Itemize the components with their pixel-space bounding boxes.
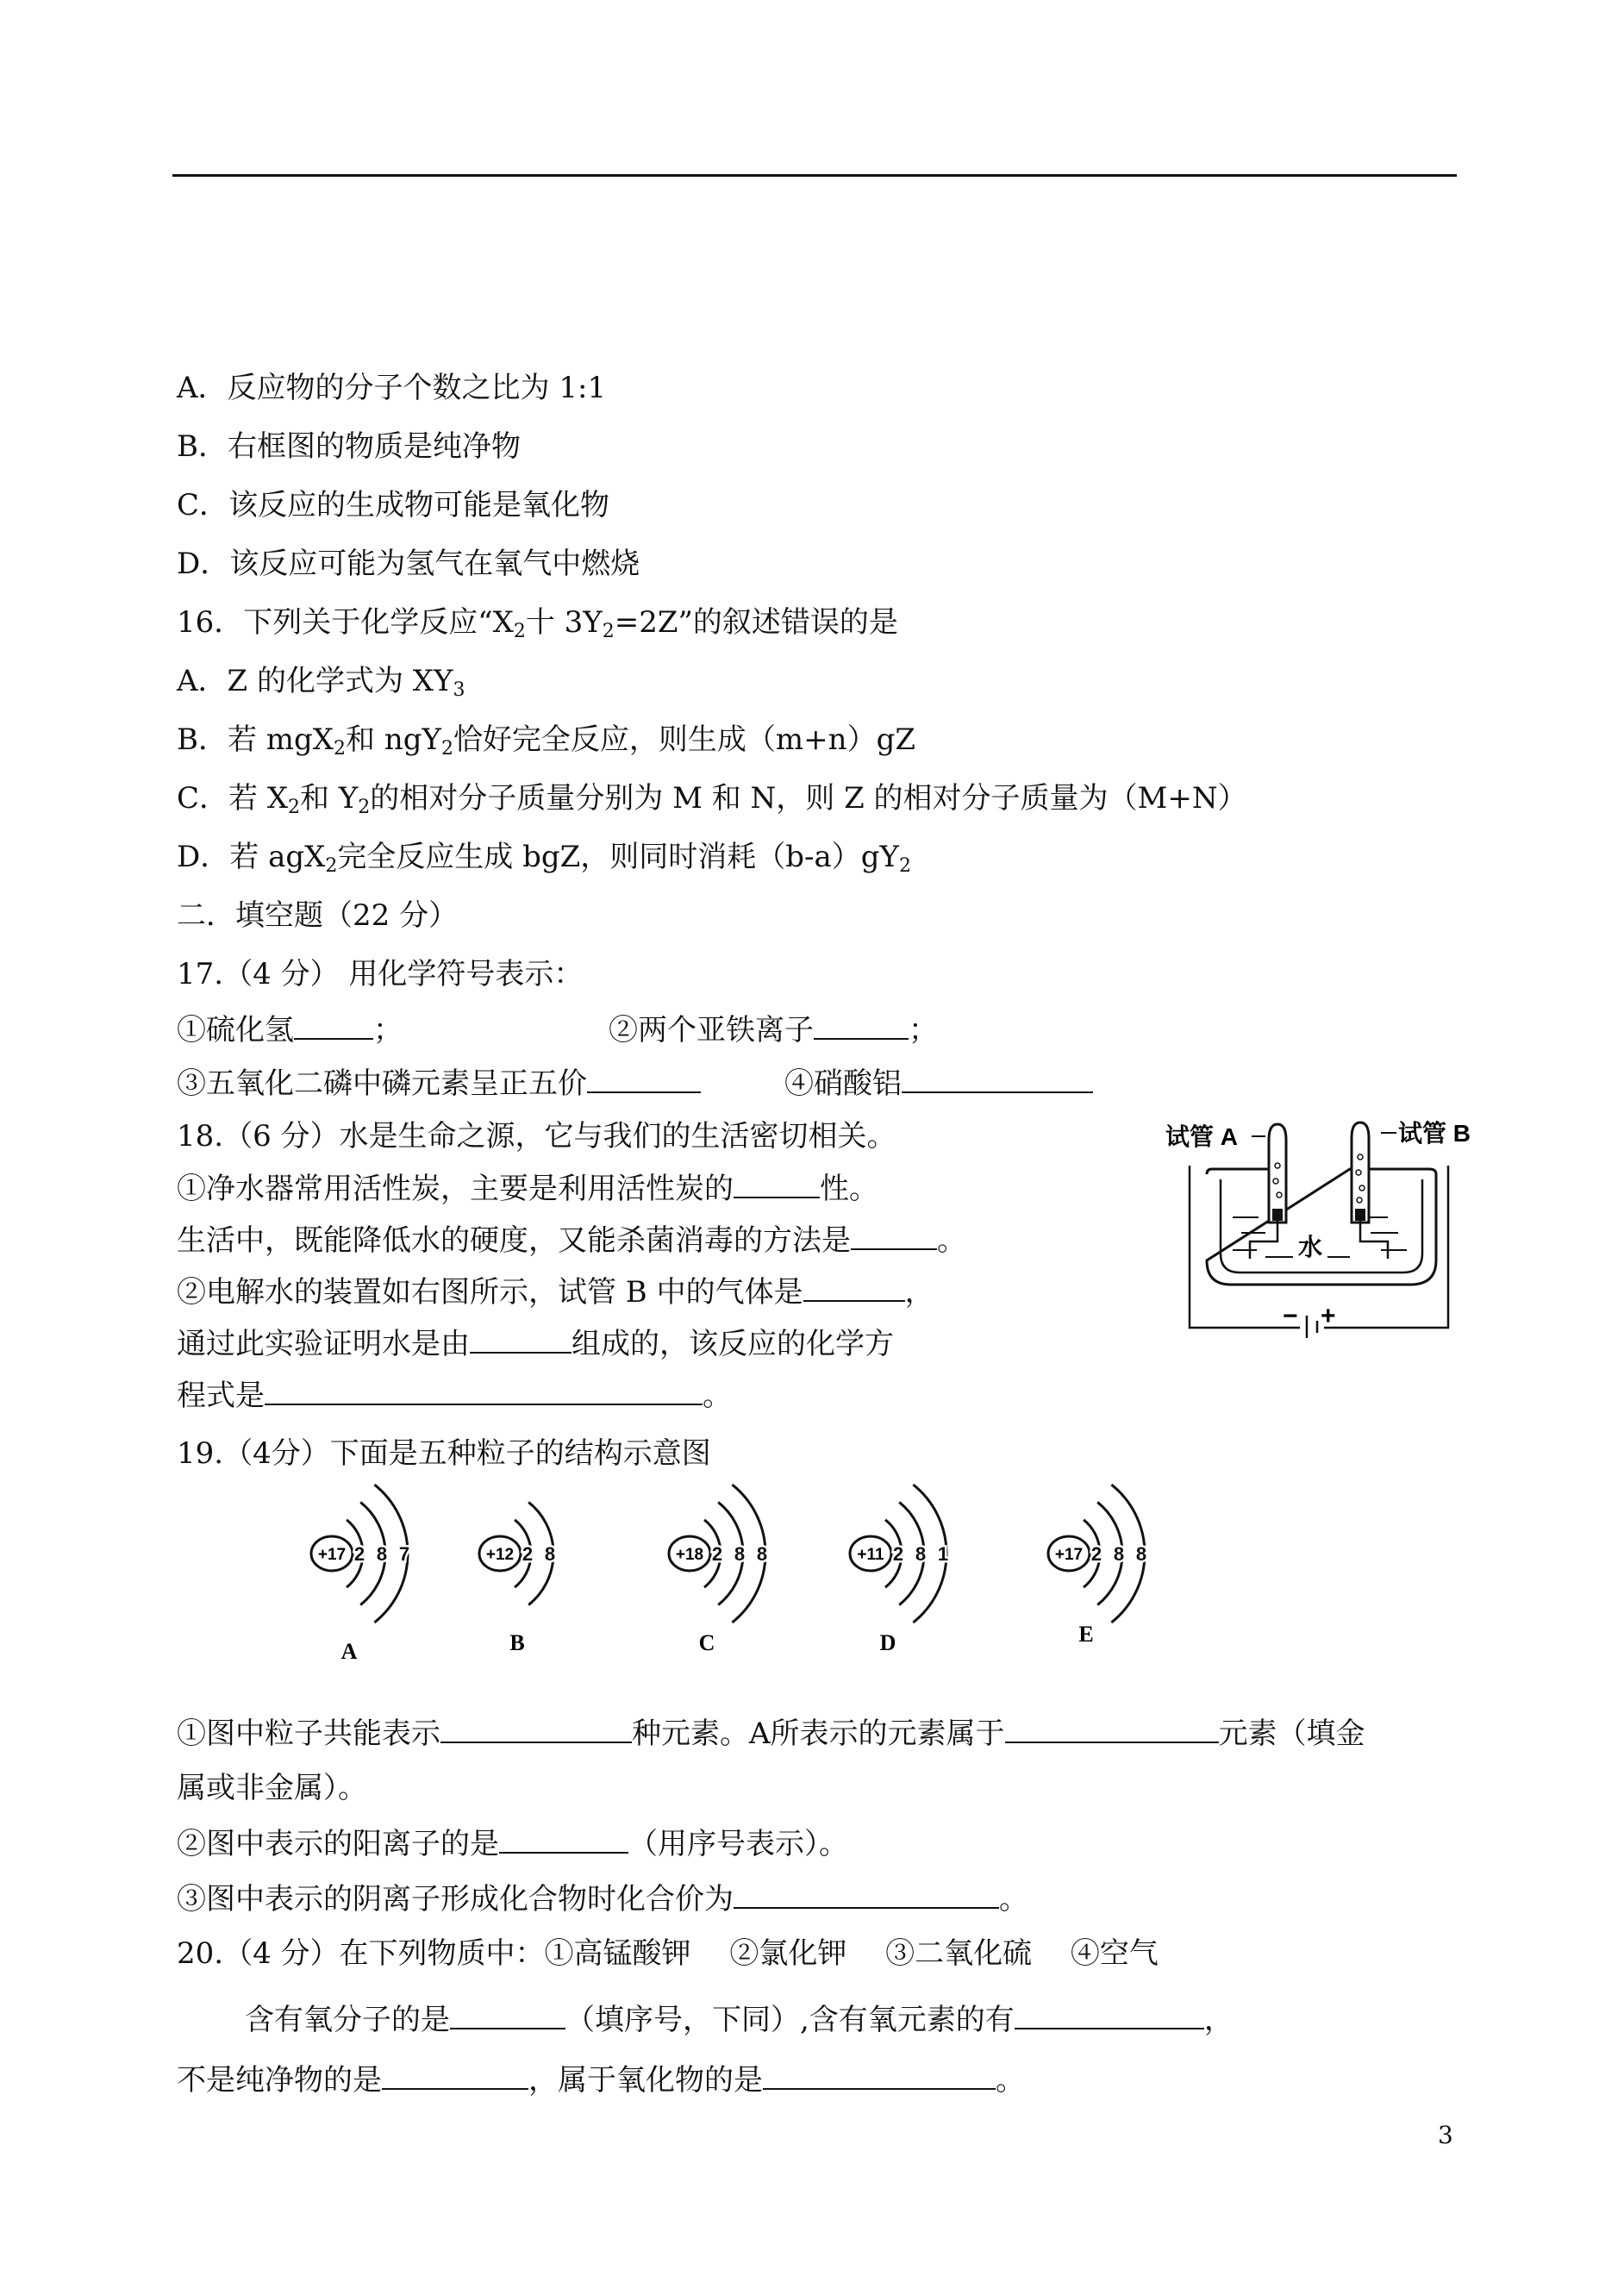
q16-option-d: D．若 agX$_2$完全反应生成 bgZ，则同时消耗$(b-a)gY_2$ xyxy=(177,840,912,877)
tube-b-label: 试管 B xyxy=(1398,1120,1471,1147)
q17-item-3: ③五氧化二磷中磷元素呈正五价 xyxy=(177,1064,701,1103)
tube-a-label: 试管 A xyxy=(1165,1123,1239,1150)
q19-line-4: ③图中表示的阴离子形成化合物时化合价为 。 xyxy=(177,1879,1028,1918)
q16-option-a: A．Z 的化学式为 $XY_3$ xyxy=(177,664,465,701)
q16-stem: 16．下列关于化学反应“$X_2$十 $3Y_2=2Z$”的叙述错误的是 xyxy=(177,605,898,642)
electrolysis-diagram xyxy=(1155,1105,1483,1340)
particle-a xyxy=(311,1485,409,1664)
test-tube-b xyxy=(1352,1122,1369,1223)
particle-b xyxy=(479,1502,555,1655)
particle-c xyxy=(669,1485,767,1655)
nuclear-charge: +17 xyxy=(1054,1546,1084,1564)
battery-minus: − xyxy=(1283,1302,1298,1330)
q19-line-3: ②图中表示的阳离子的是 （用序号表示）。 xyxy=(177,1824,848,1863)
shell-electron-count: 8 xyxy=(1113,1543,1125,1565)
shell-electron-count: 8 xyxy=(734,1543,746,1565)
shell-electron-count: 7 xyxy=(398,1543,410,1565)
q15-option-d: D．该反应可能为氢气在氧气中燃烧 xyxy=(177,547,640,581)
shell-electron-count: 2 xyxy=(892,1543,904,1565)
q17-item-4: ④硝酸铝 xyxy=(784,1064,1093,1103)
particle-e xyxy=(1048,1485,1146,1647)
shell-electron-count: 2 xyxy=(711,1543,723,1565)
nuclear-charge: +12 xyxy=(485,1546,515,1564)
shell-electron-count: 8 xyxy=(544,1543,556,1565)
nuclear-charge: +18 xyxy=(675,1546,704,1564)
q19-line-1: ①图中粒子共能表示 种元素。A所表示的元素属于 元素（填金 xyxy=(177,1714,1365,1753)
q16-option-b: B．若 mgX$_2$和 ngY$_2$恰好完全反应，则生成（m+n）gZ xyxy=(177,722,915,760)
q17-stem: 17.（4 分） 用化学符号表示： xyxy=(177,957,584,991)
q19-stem: 19.（4分）下面是五种粒子的结构示意图 xyxy=(177,1436,711,1471)
header-rule xyxy=(172,174,1457,177)
water-label: 水 xyxy=(1297,1234,1323,1260)
nuclear-charge: +17 xyxy=(317,1546,347,1564)
q19-line-2: 属或非金属）。 xyxy=(177,1771,367,1805)
q18-line-4: 通过此实验证明水是由 组成的，该反应的化学方 xyxy=(177,1324,894,1363)
shell-electron-count: 1 xyxy=(937,1543,949,1565)
particle-label: E xyxy=(1078,1622,1094,1647)
shell-electron-count: 8 xyxy=(756,1543,768,1565)
q17-item-2: ②两个亚铁离子 ； xyxy=(609,1010,938,1049)
section-heading: 二．填空题（22 分） xyxy=(177,898,459,933)
shell-electron-count: 2 xyxy=(522,1543,534,1565)
q15-option-c: C．该反应的生成物可能是氧化物 xyxy=(177,488,610,522)
q15-option-b: B．右框图的物质是纯净物 xyxy=(177,429,521,464)
atomic-structure-diagrams xyxy=(284,1483,1215,1690)
shell-electron-count: 2 xyxy=(353,1543,365,1565)
q20-line-1: 含有氧分子的是 （填序号，下同）,含有氧元素的有 ， xyxy=(245,2000,1234,2039)
test-tube-a xyxy=(1269,1124,1286,1223)
particle-d xyxy=(850,1485,948,1655)
q18-line-2: 生活中，既能降低水的硬度，又能杀菌消毒的方法是 。 xyxy=(177,1221,966,1260)
q17-item-1: ①硫化氢 ； xyxy=(177,1010,403,1049)
q18-stem: 18.（6 分）水是生命之源，它与我们的生活密切相关。 xyxy=(177,1119,896,1154)
particle-label: C xyxy=(698,1630,715,1655)
q20-line-2: 不是纯净物的是 ，属于氧化物的是 。 xyxy=(177,2060,1025,2099)
page-number: 3 xyxy=(1438,2121,1453,2149)
shell-electron-count: 8 xyxy=(376,1543,388,1565)
q16-option-c: C．若 $X_2$和 $Y_2$的相对分子质量分别为 M 和 N，则 Z 的相对分子质量为（M+N） xyxy=(177,781,1247,818)
q20-stem: 20.（4 分）在下列物质中：①高锰酸钾 ②氯化钾 ③二氧化硫 ④空气 xyxy=(177,1936,1159,1971)
q15-option-a: A．反应物的分子个数之比为 1:1 xyxy=(177,371,607,405)
shell-electron-count: 2 xyxy=(1090,1543,1102,1565)
shell-electron-count: 8 xyxy=(1135,1543,1147,1565)
particle-label: B xyxy=(509,1630,525,1655)
q18-line-3: ②电解水的装置如右图所示，试管 B 中的气体是 ， xyxy=(177,1273,934,1311)
particle-label: D xyxy=(879,1630,896,1655)
particle-label: A xyxy=(340,1639,358,1664)
nuclear-charge: +11 xyxy=(857,1546,884,1564)
shell-electron-count: 8 xyxy=(915,1543,927,1565)
q18-line-5: 程式是 。 xyxy=(177,1376,732,1415)
q18-line-1: ①净水器常用活性炭，主要是利用活性炭的 性。 xyxy=(177,1169,878,1208)
battery-plus: + xyxy=(1321,1302,1336,1330)
